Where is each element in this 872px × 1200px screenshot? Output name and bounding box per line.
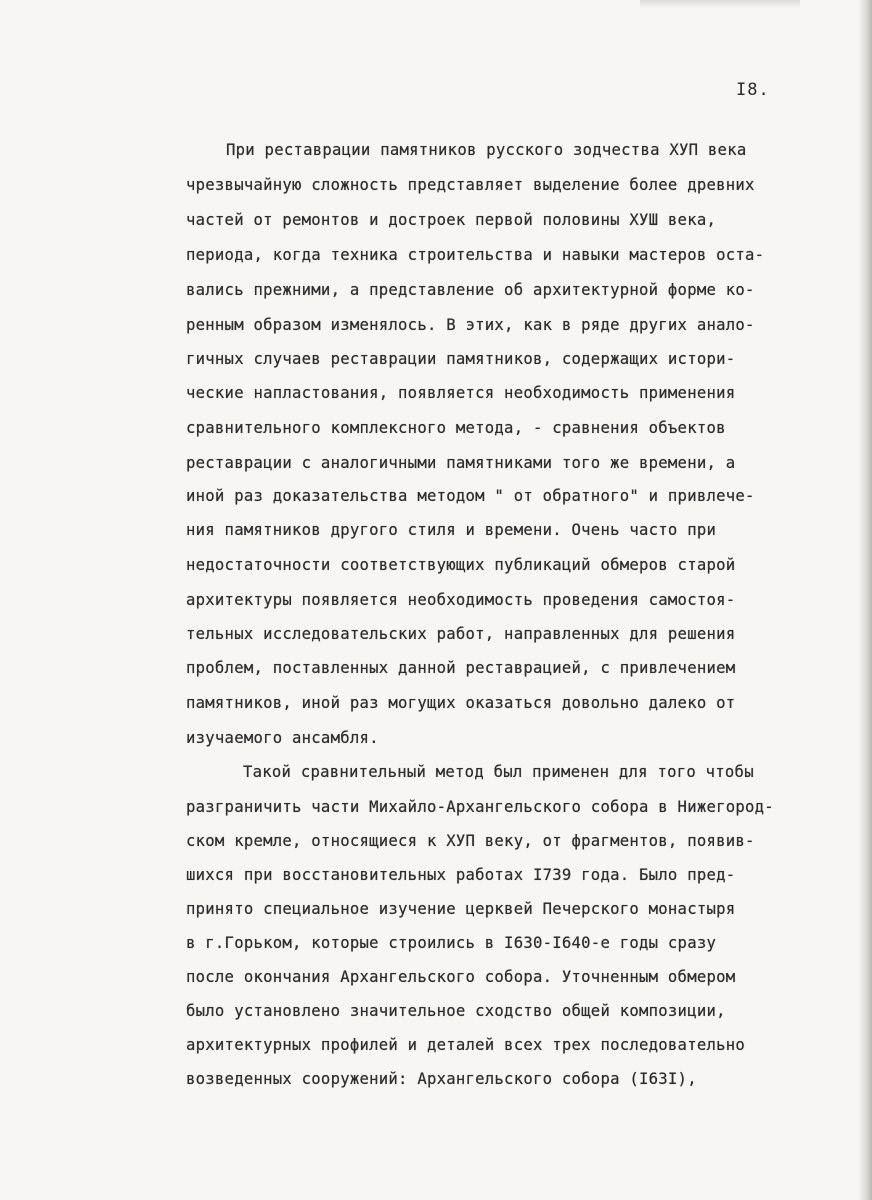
page-number: I8.	[736, 80, 770, 100]
scan-shadow	[640, 0, 800, 8]
text-line: частей от ремонтов и достроек первой половины ХУШ века,	[186, 211, 717, 229]
text-line: архитектурных профилей и деталей всех трех последовательно	[186, 1036, 746, 1054]
text-line: При реставрации памятников русского зодчества ХУП века	[226, 141, 747, 159]
text-line: ренным образом изменялось. В этих, как в ряде других анало-	[186, 316, 755, 334]
text-line: периода, когда техника строительства и навыки мастеров оста-	[186, 246, 765, 264]
text-line: иной раз доказательства методом " от обратного" и привлече-	[186, 487, 755, 505]
text-line: гичных случаев реставрации памятников, содержащих истори-	[186, 350, 736, 368]
text-line: тельных исследовательских работ, направленных для решения	[186, 625, 736, 643]
text-line: Такой сравнительный метод был применен для того чтобы	[243, 763, 754, 781]
text-line: после окончания Архангельского собора. Уточненным обмером	[186, 968, 736, 986]
text-line: ния памятников другого стиля и времени. Очень часто при	[186, 521, 717, 539]
text-line: в г.Горьком, которые строились в I630-I640-е годы сразу	[186, 934, 717, 952]
text-line: ском кремле, относящиеся к ХУП веку, от фрагментов, появив-	[186, 832, 755, 850]
text-line: разграничить части Михайло-Архангельского собора в Нижегород-	[186, 798, 774, 816]
text-line: было установлено значительное сходство общей композиции,	[186, 1002, 726, 1020]
page-edge-shadow	[858, 0, 872, 1200]
text-line: вались прежними, а представление об архитектурной форме ко-	[186, 281, 755, 299]
text-line: чрезвычайную сложность представляет выделение более древних	[186, 176, 755, 194]
text-line: реставрации с аналогичными памятниками того же времени, а	[186, 454, 736, 472]
text-line: сравнительного комплексного метода, - сравнения объектов	[186, 419, 726, 437]
text-line: возведенных сооружений: Архангельского собора (I63I),	[186, 1070, 697, 1088]
text-line: принято специальное изучение церквей Печерского монастыря	[186, 900, 736, 918]
text-line: памятников, иной раз могущих оказаться довольно далеко от	[186, 694, 736, 712]
text-line: изучаемого ансамбля.	[186, 729, 379, 747]
text-line: архитектуры появляется необходимость проведения самостоя-	[186, 591, 736, 609]
text-line: недостаточности соответствующих публикаций обмеров старой	[186, 556, 736, 574]
text-line: шихся при восстановительных работах I739 года. Было пред-	[186, 866, 736, 884]
text-line: ческие напластования, появляется необходимость применения	[186, 384, 736, 402]
text-line: проблем, поставленных данной реставрацией, с привлечением	[186, 659, 736, 677]
